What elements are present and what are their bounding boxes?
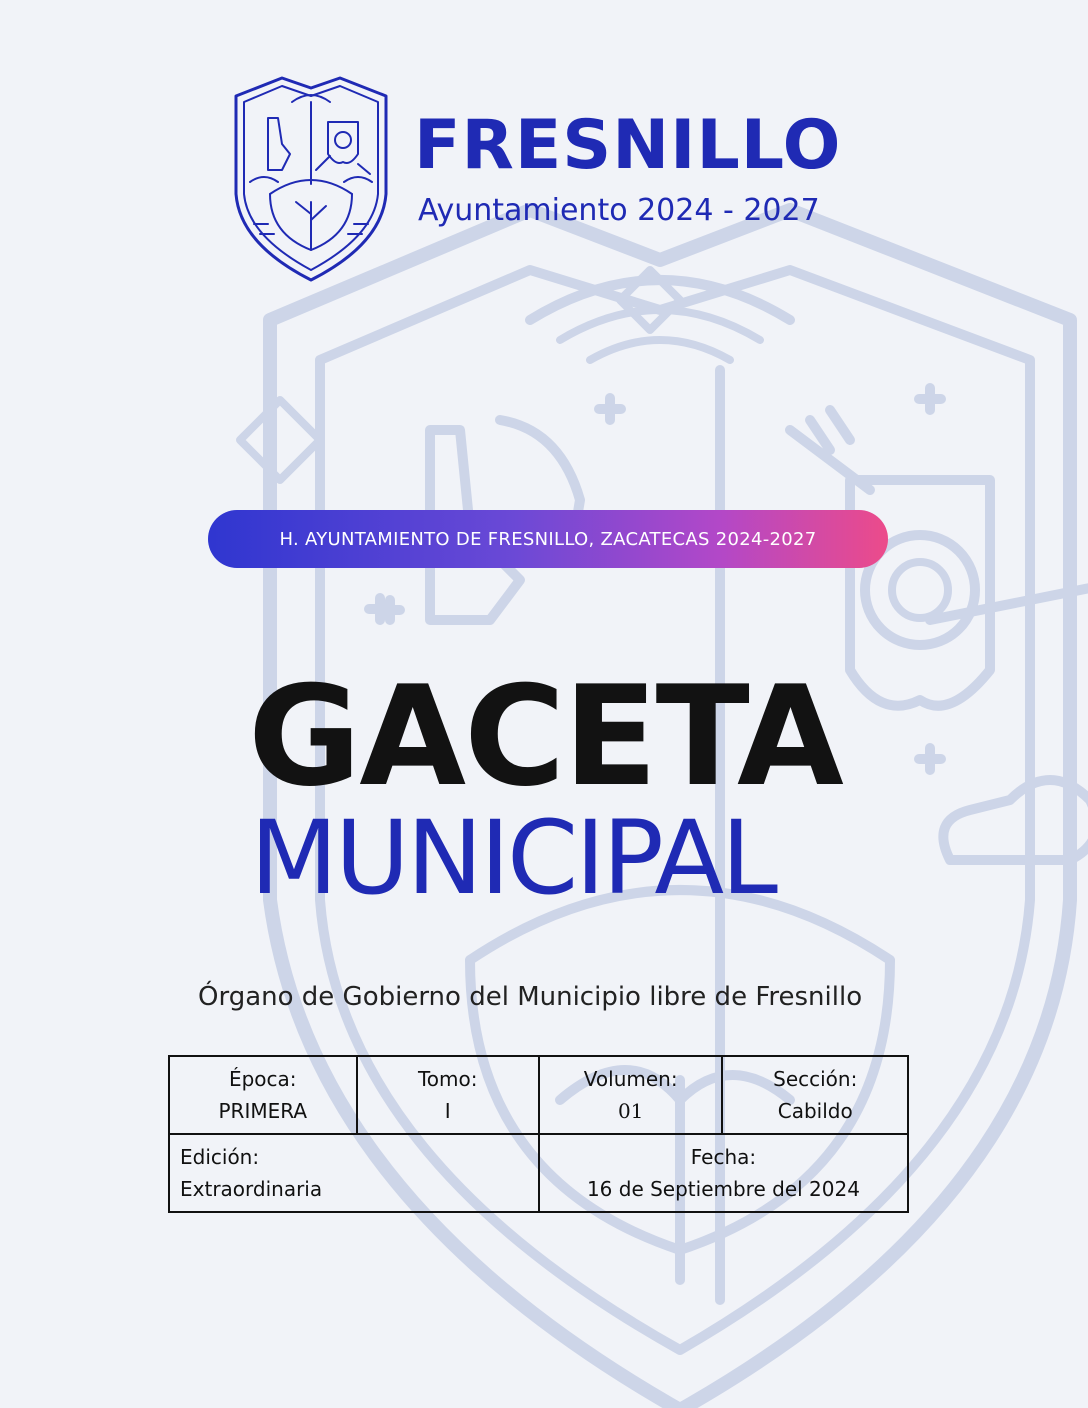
tomo-cell — [357, 1056, 539, 1134]
volumen-label: Volumen: — [583, 1067, 678, 1091]
banner-text: H. AYUNTAMIENTO DE FRESNILLO, ZACATECAS 2024-2027 — [279, 528, 817, 550]
seccion-cell — [722, 1056, 908, 1134]
epoca-value: PRIMERA — [218, 1099, 308, 1123]
gazette-tagline: Órgano de Gobierno del Municipio libre de Fresnillo — [198, 982, 863, 1012]
table-row — [169, 1056, 908, 1134]
tomo-label: Tomo: — [417, 1067, 478, 1091]
volumen-value: 01 — [617, 1099, 644, 1123]
fecha-label: Fecha: — [690, 1145, 757, 1169]
tomo-value: I — [444, 1099, 451, 1123]
seccion-label: Sección: — [773, 1067, 858, 1091]
edicion-cell — [169, 1134, 539, 1212]
fecha-value: 16 de Septiembre del 2024 — [586, 1177, 860, 1201]
edicion-value: Extraordinaria — [180, 1177, 323, 1201]
gazette-title-line2: MUNICIPAL — [250, 799, 775, 918]
municipality-title: FRESNILLO — [414, 106, 842, 185]
fecha-cell — [539, 1134, 908, 1212]
institution-banner — [208, 510, 888, 568]
epoca-label: Época: — [228, 1067, 297, 1091]
volumen-cell — [539, 1056, 723, 1134]
coat-of-arms-icon — [230, 74, 392, 284]
epoca-cell — [169, 1056, 357, 1134]
publication-info-table — [168, 1055, 909, 1213]
administration-period: Ayuntamiento 2024 - 2027 — [418, 193, 820, 228]
edicion-label: Edición: — [180, 1145, 260, 1169]
seccion-value: Cabildo — [777, 1099, 853, 1123]
table-row — [169, 1134, 908, 1212]
gazette-title-line1: GACETA — [248, 656, 842, 817]
